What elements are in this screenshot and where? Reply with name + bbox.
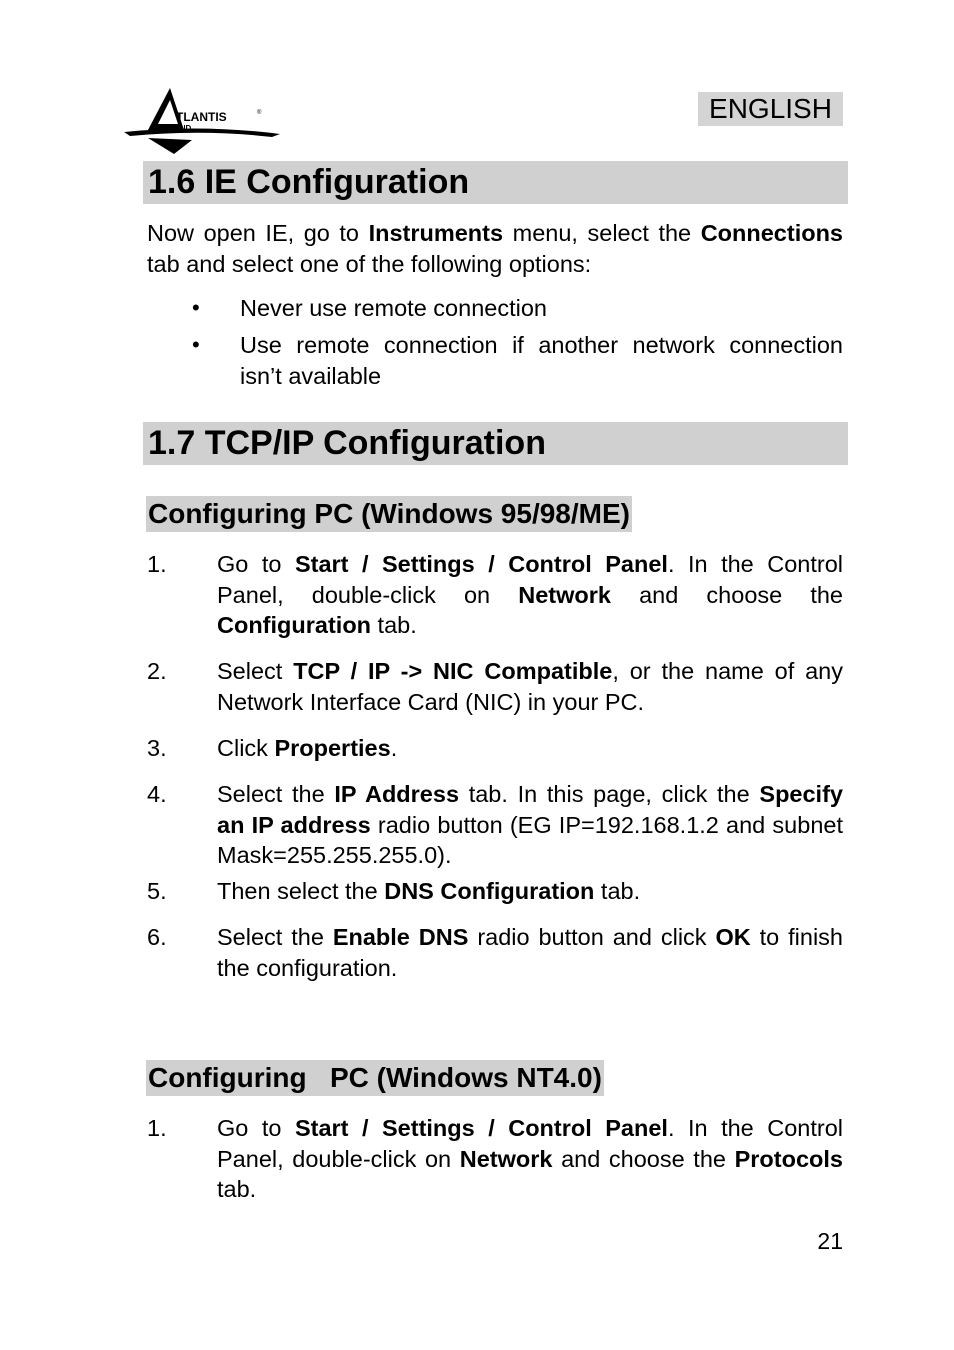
svg-text:®: ® <box>257 110 262 116</box>
list-item: 6. Select the Enable DNS radio button and click OK to finish the configuration. <box>147 924 844 981</box>
list-item: 2. Select TCP / IP -> NIC Compatible, or the name of any Network Interface Card (NIC) in your PC. <box>147 658 844 715</box>
ie-intro: Now open IE, go to Instruments menu, select the Connections tab and select one of the following options: <box>147 220 843 277</box>
atlantis-logo <box>122 84 282 156</box>
list-item: 3. Click Properties. <box>147 735 398 761</box>
subsection-title-nt4: Configuring PC (Windows NT4.0) <box>146 1060 604 1096</box>
page-number: 21 <box>817 1228 843 1254</box>
bullet-item: • Never use remote connection <box>240 293 843 324</box>
list-item: 1. Go to Start / Settings / Control Panel. In the Control Panel, double-click on Network and choose the Configuration tab. <box>147 551 844 638</box>
section-title-tcp: 1.7 TCP/IP Configuration <box>143 422 848 465</box>
list-item: 1. Go to Start / Settings / Control Panel. In the Control Panel, double-click on Network and choose the Protocols tab. <box>147 1115 843 1202</box>
language-label: ENGLISH <box>698 92 843 126</box>
bullet-icon: • <box>192 295 200 320</box>
list-item: 5. Then select the DNS Configuration tab. <box>147 878 641 904</box>
list-item: 4. Select the IP Address tab. In this page, click the Specify an IP address radio button (EG IP=192.168.1.2 and subnet Mask=255.255.255.0). <box>147 781 843 868</box>
svg-text:AND: AND <box>174 124 192 133</box>
bullet-item: • Use remote connection if another network connection isn’t available <box>192 332 843 389</box>
section-title-ie: 1.6 IE Configuration <box>143 161 848 204</box>
svg-text:TLANTIS: TLANTIS <box>176 110 227 124</box>
subsection-title-win95: Configuring PC (Windows 95/98/ME) <box>146 496 632 532</box>
bullet-icon: • <box>192 332 200 357</box>
